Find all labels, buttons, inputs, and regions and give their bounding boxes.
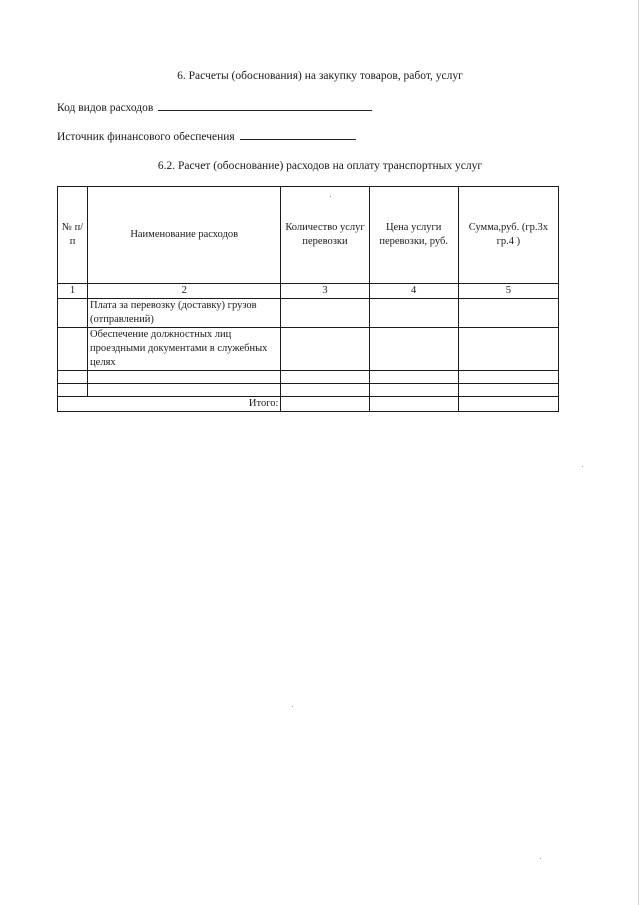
scan-speck <box>540 858 541 859</box>
scan-speck <box>582 466 583 467</box>
row-num-cell[interactable] <box>58 384 88 397</box>
header-price: Цена услуги перевозки, руб. <box>369 187 458 284</box>
section-title: 6. Расчеты (обоснования) на закупку товаров, работ, услуг <box>177 70 463 82</box>
transport-expenses-table <box>57 186 559 412</box>
expense-code-field <box>57 100 372 114</box>
row-qty-cell[interactable] <box>281 384 369 397</box>
header-num: № п/п <box>58 187 88 284</box>
column-index: 3 <box>281 284 369 299</box>
scan-speck <box>330 196 331 197</box>
table-header-row <box>58 187 559 284</box>
table-subtitle: 6.2. Расчет (обоснование) расходов на оплату транспортных услуг <box>157 160 483 172</box>
row-name-cell: Обеспечение должностных лиц проездными документами в служебных целях <box>88 328 281 371</box>
column-index: 2 <box>88 284 281 299</box>
row-name-cell[interactable] <box>88 371 281 384</box>
row-num-cell[interactable] <box>58 371 88 384</box>
expense-code-label: Код видов расходов <box>57 102 154 114</box>
row-sum-cell[interactable] <box>458 371 558 384</box>
total-row <box>58 397 559 412</box>
row-name-cell: Плата за перевозку (доставку) грузов (отправлений) <box>88 299 281 328</box>
row-num-cell[interactable] <box>58 299 88 328</box>
row-price-cell[interactable] <box>369 328 458 371</box>
row-price-cell[interactable] <box>369 299 458 328</box>
scan-speck <box>292 706 293 707</box>
header-name: Наименование расходов <box>88 187 281 284</box>
row-qty-cell[interactable] <box>281 299 369 328</box>
expense-code-blank[interactable] <box>158 100 372 111</box>
table-row <box>58 384 559 397</box>
row-qty-cell[interactable] <box>281 371 369 384</box>
column-index-row <box>58 284 559 299</box>
table-row <box>58 328 559 371</box>
row-num-cell[interactable] <box>58 328 88 371</box>
row-sum-cell[interactable] <box>458 384 558 397</box>
funding-source-field <box>57 129 356 143</box>
row-sum-cell[interactable] <box>458 328 558 371</box>
row-sum-cell[interactable] <box>458 299 558 328</box>
header-qty: Количество услуг перевозки <box>281 187 369 284</box>
column-index: 5 <box>458 284 558 299</box>
column-index: 1 <box>58 284 88 299</box>
total-qty-cell[interactable] <box>281 397 369 412</box>
table-row <box>58 299 559 328</box>
table-row <box>58 371 559 384</box>
funding-source-blank[interactable] <box>240 129 356 140</box>
page-edge <box>638 0 639 905</box>
column-index: 4 <box>369 284 458 299</box>
header-sum: Сумма,руб. (гр.3х гр.4 ) <box>458 187 558 284</box>
total-label: Итого: <box>58 397 281 412</box>
funding-source-label: Источник финансового обеспечения <box>57 131 235 143</box>
total-price-cell[interactable] <box>369 397 458 412</box>
row-name-cell[interactable] <box>88 384 281 397</box>
row-price-cell[interactable] <box>369 371 458 384</box>
row-qty-cell[interactable] <box>281 328 369 371</box>
row-price-cell[interactable] <box>369 384 458 397</box>
total-sum-cell[interactable] <box>458 397 558 412</box>
